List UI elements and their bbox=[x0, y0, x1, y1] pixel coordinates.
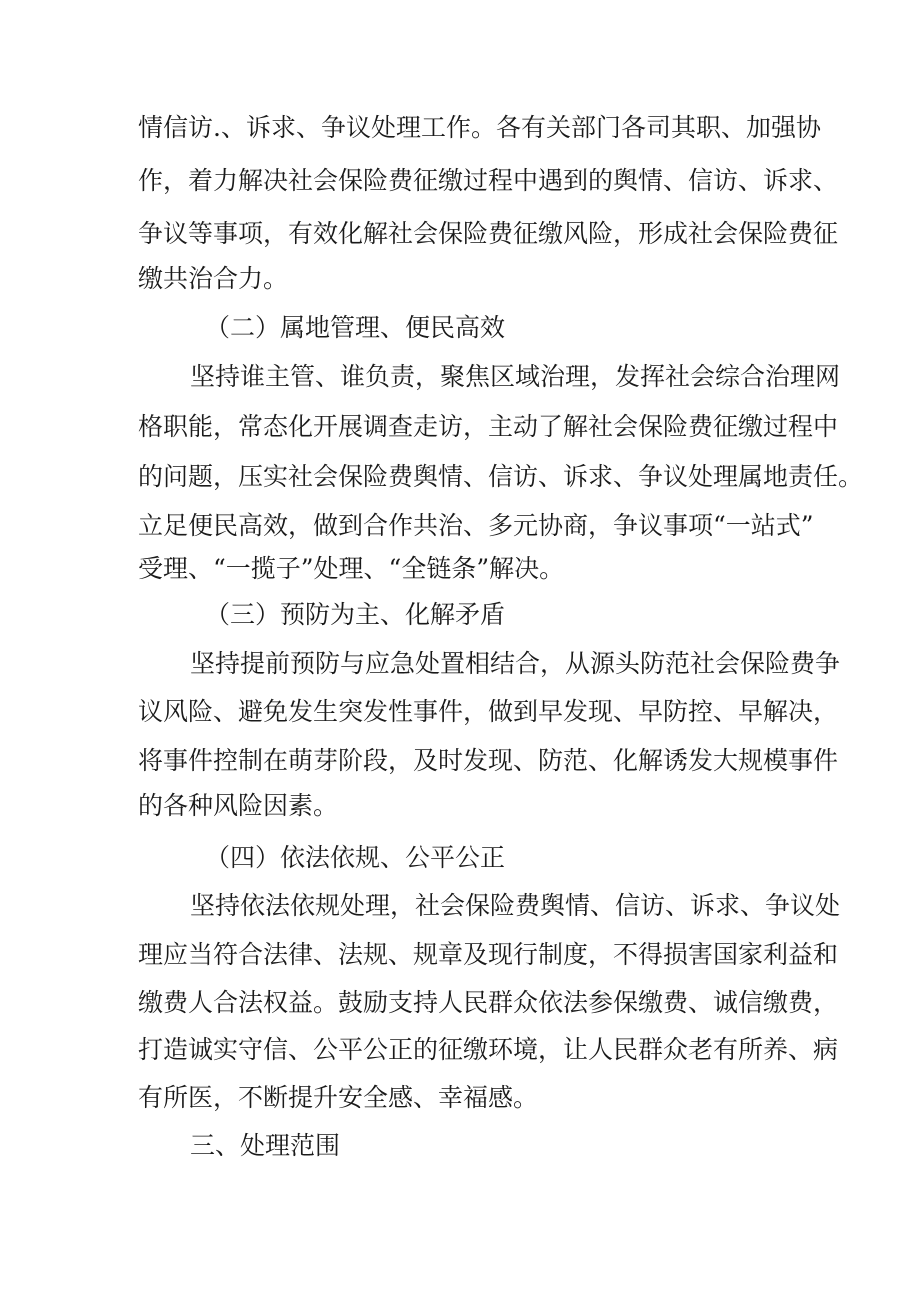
paragraph-line: 格职能，常态化开展调查走访，主动了解社会保险费征缴过程中 bbox=[138, 412, 839, 441]
paragraph-line: 打造诚实守信、公平公正的征缴环境，让人民群众老有所养、病 bbox=[138, 1035, 839, 1064]
paragraph-line: 作，着力解决社会保险费征缴过程中遇到的舆情、信访、诉求、 bbox=[138, 166, 839, 195]
section-heading: （二）属地管理、便民高效 bbox=[205, 313, 506, 342]
paragraph-line: 受理、“一揽子”处理、“全链条”解决。 bbox=[138, 554, 565, 583]
paragraph-line: 缴共治合力。 bbox=[138, 264, 289, 293]
paragraph-line: 有所医，不断提升安全感、幸福感。 bbox=[138, 1083, 539, 1112]
paragraph-line: 坚持提前预防与应急处置相结合，从源头防范社会保险费争 bbox=[190, 649, 841, 678]
paragraph-line: 情信访.、诉求、争议处理工作。各有关部门各司其职、加强协 bbox=[138, 113, 821, 142]
paragraph-line: 坚持谁主管、谁负责，聚焦区域治理，发挥社会综合治理网 bbox=[190, 362, 841, 391]
paragraph-line: 坚持依法依规处理，社会保险费舆情、信访、诉求、争议处 bbox=[190, 891, 841, 920]
paragraph-line: 理应当符合法律、法规、规章及现行制度，不得损害国家利益和 bbox=[138, 940, 839, 969]
paragraph-line: 的问题，压实社会保险费舆情、信访、诉求、争议处理属地责任。 bbox=[138, 462, 864, 491]
section-heading: （三）预防为主、化解矛盾 bbox=[205, 600, 506, 629]
paragraph-line: 将事件控制在萌芽阶段，及时发现、防范、化解诱发大规模事件 bbox=[138, 746, 839, 775]
paragraph-line: 立足便民高效，做到合作共治、多元协商，争议事项“一站式” bbox=[138, 511, 814, 540]
paragraph-line: 争议等事项，有效化解社会保险费征缴风险，形成社会保险费征 bbox=[138, 219, 839, 248]
paragraph-line: 缴费人合法权益。鼓励支持人民群众依法参保缴费、诚信缴费， bbox=[138, 988, 839, 1017]
paragraph-line: 议风险、避免发生突发性事件，做到早发现、早防控、早解决， bbox=[138, 697, 839, 726]
section-heading: （四）依法依规、公平公正 bbox=[205, 843, 506, 872]
chapter-heading: 三、处理范围 bbox=[190, 1131, 341, 1160]
paragraph-line: 的各种风险因素。 bbox=[138, 791, 339, 820]
